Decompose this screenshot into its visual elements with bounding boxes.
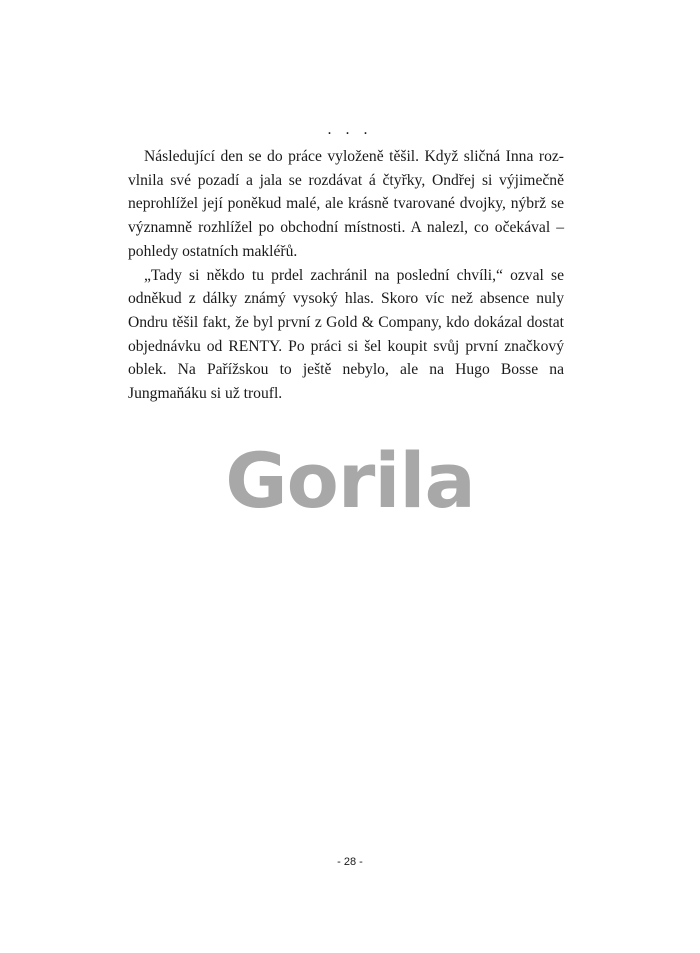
- paragraph-1: Následující den se do práce vyloženě těšil. Když sličná Inna rozvlnila své pozadí a jala se rozdávat á čtyřky, Ondřej si výjimečně neprohlížel její poněkud malé, ale krásně tvarované dvojky, nýbrž se významně rozhlížel po obchodní místnosti. A nalezl, co očekával – pohledy ostatních makléřů.: [128, 148, 564, 260]
- gorila-watermark: Gorila: [225, 436, 475, 525]
- section-separator: . . .: [327, 121, 373, 138]
- page-number: - 28 -: [337, 856, 363, 868]
- body-text: [128, 145, 564, 406]
- paragraph-2: „Tady si někdo tu prdel zachránil na poslední chvíli,“ ozval se odněkud z dálky známý vysoký hlas. Skoro víc než absence nuly Ondru těšil fakt, že byl první z Gold & Company, kdo dokázal dostat objednávku od RENTY. Po práci si šel koupit svůj první značkový oblek. Na Pařížskou to ještě nebylo, ale na Hugo Bosse na Jungmaňáku si už troufl.: [128, 266, 564, 403]
